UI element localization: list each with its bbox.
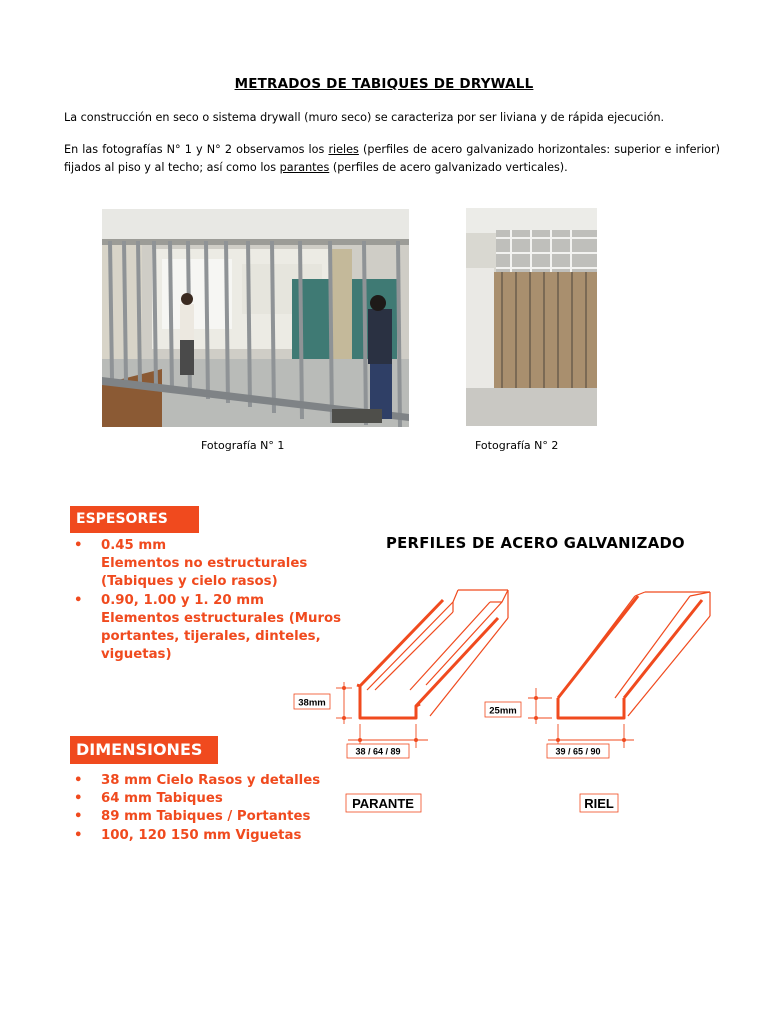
page-title: METRADOS DE TABIQUES DE DRYWALL xyxy=(234,76,534,92)
bullet: • xyxy=(74,791,83,807)
photo-2 xyxy=(466,208,597,426)
photo-2-caption: Fotografía N° 2 xyxy=(475,439,559,452)
list-item-text: 0.45 mm xyxy=(101,538,167,553)
list-item xyxy=(74,827,354,845)
list-item-text: 0.90, 1.00 y 1. 20 mm xyxy=(101,592,264,608)
riel-name: RIEL xyxy=(584,796,614,811)
espesores-heading: ESPESORES xyxy=(70,506,199,533)
p2-text-c: (perfiles de acero galvanizado verticales). xyxy=(329,161,568,174)
bullet: • xyxy=(74,773,83,788)
perfiles-diagram xyxy=(290,570,730,820)
dimensiones-heading: DIMENSIONES xyxy=(70,736,218,764)
bullet: • xyxy=(74,538,83,553)
parante-dimension-lines xyxy=(336,682,428,748)
photo-1-caption: Fotografía N° 1 xyxy=(201,439,285,452)
parante-height-label: 38mm xyxy=(298,697,326,709)
perfiles-title: PERFILES DE ACERO GALVANIZADO xyxy=(386,535,685,552)
riel-height-label: 25mm xyxy=(489,705,517,717)
photo-1 xyxy=(102,209,409,427)
riel-width-label: 39 / 65 / 90 xyxy=(555,746,601,757)
p2-text-b: (perfiles de acero galvanizado horizontales: superior e inferior) fijados al piso y al techo; así como los xyxy=(64,143,720,174)
list-item-text: 89 mm Tabiques / Portantes xyxy=(101,809,311,825)
intro-paragraph-1: La construcción en seco o sistema drywall (muro seco) se caracteriza por ser liviana y de rápida ejecución. xyxy=(64,111,665,124)
list-item xyxy=(74,537,354,555)
list-item-text: Elementos no estructurales (Tabiques y cielo rasos) xyxy=(101,556,308,590)
riel-profile xyxy=(558,592,710,718)
parante-name: PARANTE xyxy=(352,796,414,811)
bullet: • xyxy=(74,592,83,608)
parante-width-label: 38 / 64 / 89 xyxy=(355,746,401,757)
list-item-text: 100, 120 150 mm Viguetas xyxy=(101,827,302,843)
p2-text-a: En las fotografías N° 1 y N° 2 observamos los xyxy=(64,143,329,156)
parante-dimension-dots xyxy=(342,686,418,742)
parante-profile xyxy=(357,590,508,718)
bullet: • xyxy=(74,827,83,843)
list-item-text: 64 mm Tabiques xyxy=(101,791,223,807)
parantes-term: parantes xyxy=(279,161,330,174)
list-item-text: Elementos estructurales (Muros portantes, tijerales, dinteles, viguetas) xyxy=(101,610,342,663)
list-item-text: 38 mm Cielo Rasos y detalles xyxy=(101,773,321,788)
rieles-term: rieles xyxy=(328,143,359,156)
intro-paragraph-2 xyxy=(64,141,720,177)
bullet: • xyxy=(74,809,83,825)
